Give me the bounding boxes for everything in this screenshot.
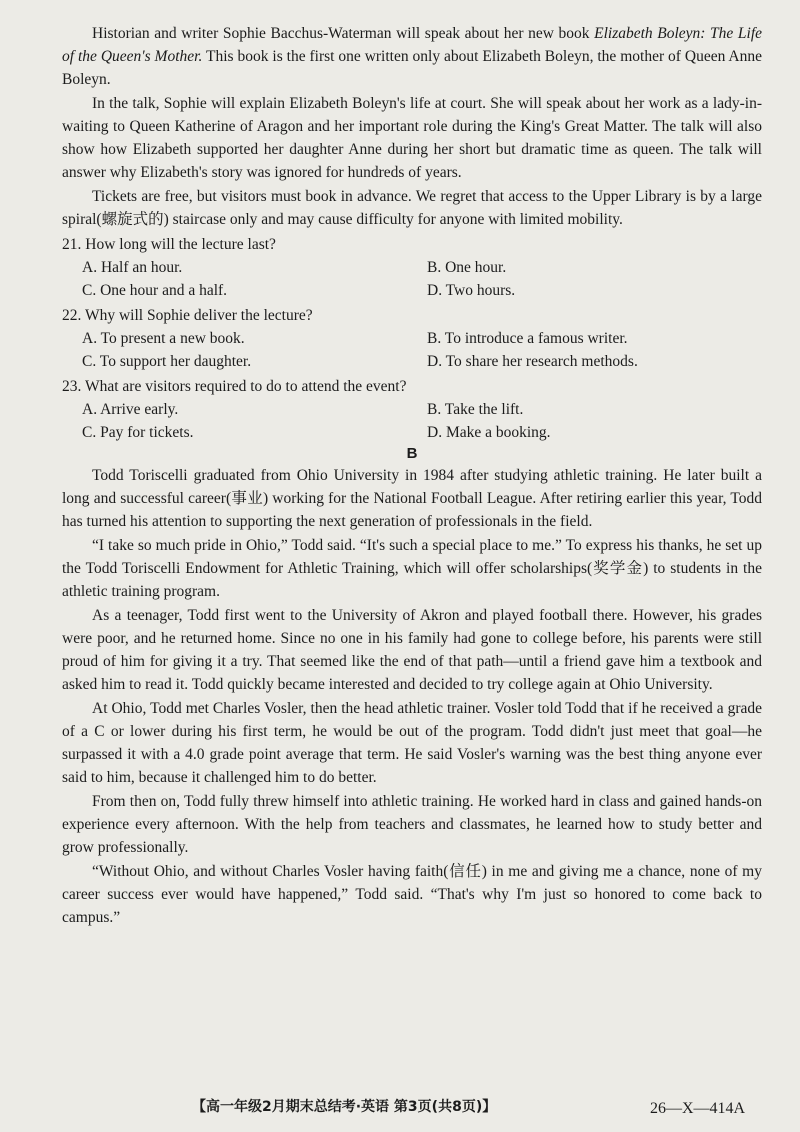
section-b-label: B <box>406 445 418 462</box>
passage-b-paragraph-5: From then on, Todd fully threw himself into athletic training. He worked hard in class and gained hands-on experience every afternoon. With the help from teachers and classmates, he learned how to study better and grow professionally. <box>62 793 762 856</box>
passage-a-paragraph-3: Tickets are free, but visitors must book in advance. We regret that access to the Upper Library is by a large spiral(螺旋式的) staircase only and may cause difficulty for anyone with limited mobility. <box>62 188 762 228</box>
option-b[interactable]: B. One hour. <box>427 259 507 276</box>
passage-b-paragraph-3: As a teenager, Todd first went to the University of Akron and played football there. However, his grades were poor, and he returned home. Since no one in his family had gone to college before, his parents were still proud of him for giving it a try. That seemed like the end of that path—until a friend gave him a textbook and asked him to read it. Todd quickly became interested and decided to try college again at Ohio University. <box>62 607 762 693</box>
footer-exam-info: 【高一年级2月期末总结考·英语 第3页(共8页)】 <box>192 1099 497 1115</box>
passage-b-paragraph-2: “I take so much pride in Ohio,” Todd said. “It's such a special place to me.” To express his thanks, he set up the Todd Toriscelli Endowment for Athletic Training, which will offer scholarships(奖学金) to students in the athletic training program. <box>62 537 762 600</box>
book-title: Elizabeth Boleyn: The Life of the Queen's Mother. <box>62 25 763 65</box>
passage-a-paragraph-2: In the talk, Sophie will explain Elizabeth Boleyn's life at court. She will speak about her work as a lady-in-waiting to Queen Katherine of Aragon and her important role during the King's Great Matter. The talk will also show how Elizabeth supported her daughter Anne during her short but dramatic time as queen. The talk will answer why Elizabeth's story was ignored for hundreds of years. <box>62 95 762 181</box>
question-22 <box>62 304 762 373</box>
passage-b-paragraph-4: At Ohio, Todd met Charles Vosler, then the head athletic trainer. Vosler told Todd that if he received a grade of a C or lower during his first term, he would be out of the program. Todd didn't just meet that goal—he surpassed it with a 4.0 grade point average that term. He said Vosler's warning was the best thing anyone ever said to him, because it challenged him to do better. <box>62 700 762 786</box>
option-d[interactable]: D. To share her research methods. <box>427 353 638 370</box>
paragraph-text: This book is the first one written only about Elizabeth Boleyn, the mother of Queen Anne Boleyn. <box>62 48 762 88</box>
question-stem: 21. How long will the lecture last? <box>62 236 276 253</box>
option-d[interactable]: D. Make a booking. <box>427 424 551 441</box>
option-b[interactable]: B. Take the lift. <box>427 401 524 418</box>
passage-b-paragraph-6: “Without Ohio, and without Charles Vosler having faith(信任) in me and giving me a chance, none of my career success ever would have happened,” Todd said. “That's why I'm just so honored to come back to campus.” <box>62 863 762 926</box>
option-c[interactable]: C. One hour and a half. <box>82 282 228 299</box>
passage-a-paragraph-1 <box>62 22 762 91</box>
page-footer <box>0 1092 800 1122</box>
question-options <box>62 256 762 302</box>
question-options <box>62 327 762 373</box>
question-stem: 22. Why will Sophie deliver the lecture? <box>62 307 313 324</box>
question-stem: 23. What are visitors required to do to attend the event? <box>62 378 407 395</box>
question-21 <box>62 233 762 302</box>
question-options <box>62 398 762 444</box>
option-a[interactable]: A. Half an hour. <box>82 259 183 276</box>
paragraph-text: Historian and writer Sophie Bacchus-Waterman will speak about her new book <box>92 25 595 42</box>
page-content <box>62 22 762 929</box>
option-b[interactable]: B. To introduce a famous writer. <box>427 330 628 347</box>
option-c[interactable]: C. Pay for tickets. <box>82 424 194 441</box>
footer-paper-code: 26—X—414A <box>650 1100 746 1117</box>
question-23 <box>62 375 762 444</box>
option-a[interactable]: A. To present a new book. <box>82 330 245 347</box>
option-c[interactable]: C. To support her daughter. <box>82 353 252 370</box>
passage-b-paragraph-1: Todd Toriscelli graduated from Ohio University in 1984 after studying athletic training. He later built a long and successful career(事业) working for the National Football League. After retiring earlier this year, Todd has turned his attention to supporting the next generation of professionals in the field. <box>62 467 762 530</box>
option-a[interactable]: A. Arrive early. <box>82 401 179 418</box>
option-d[interactable]: D. Two hours. <box>427 282 516 299</box>
